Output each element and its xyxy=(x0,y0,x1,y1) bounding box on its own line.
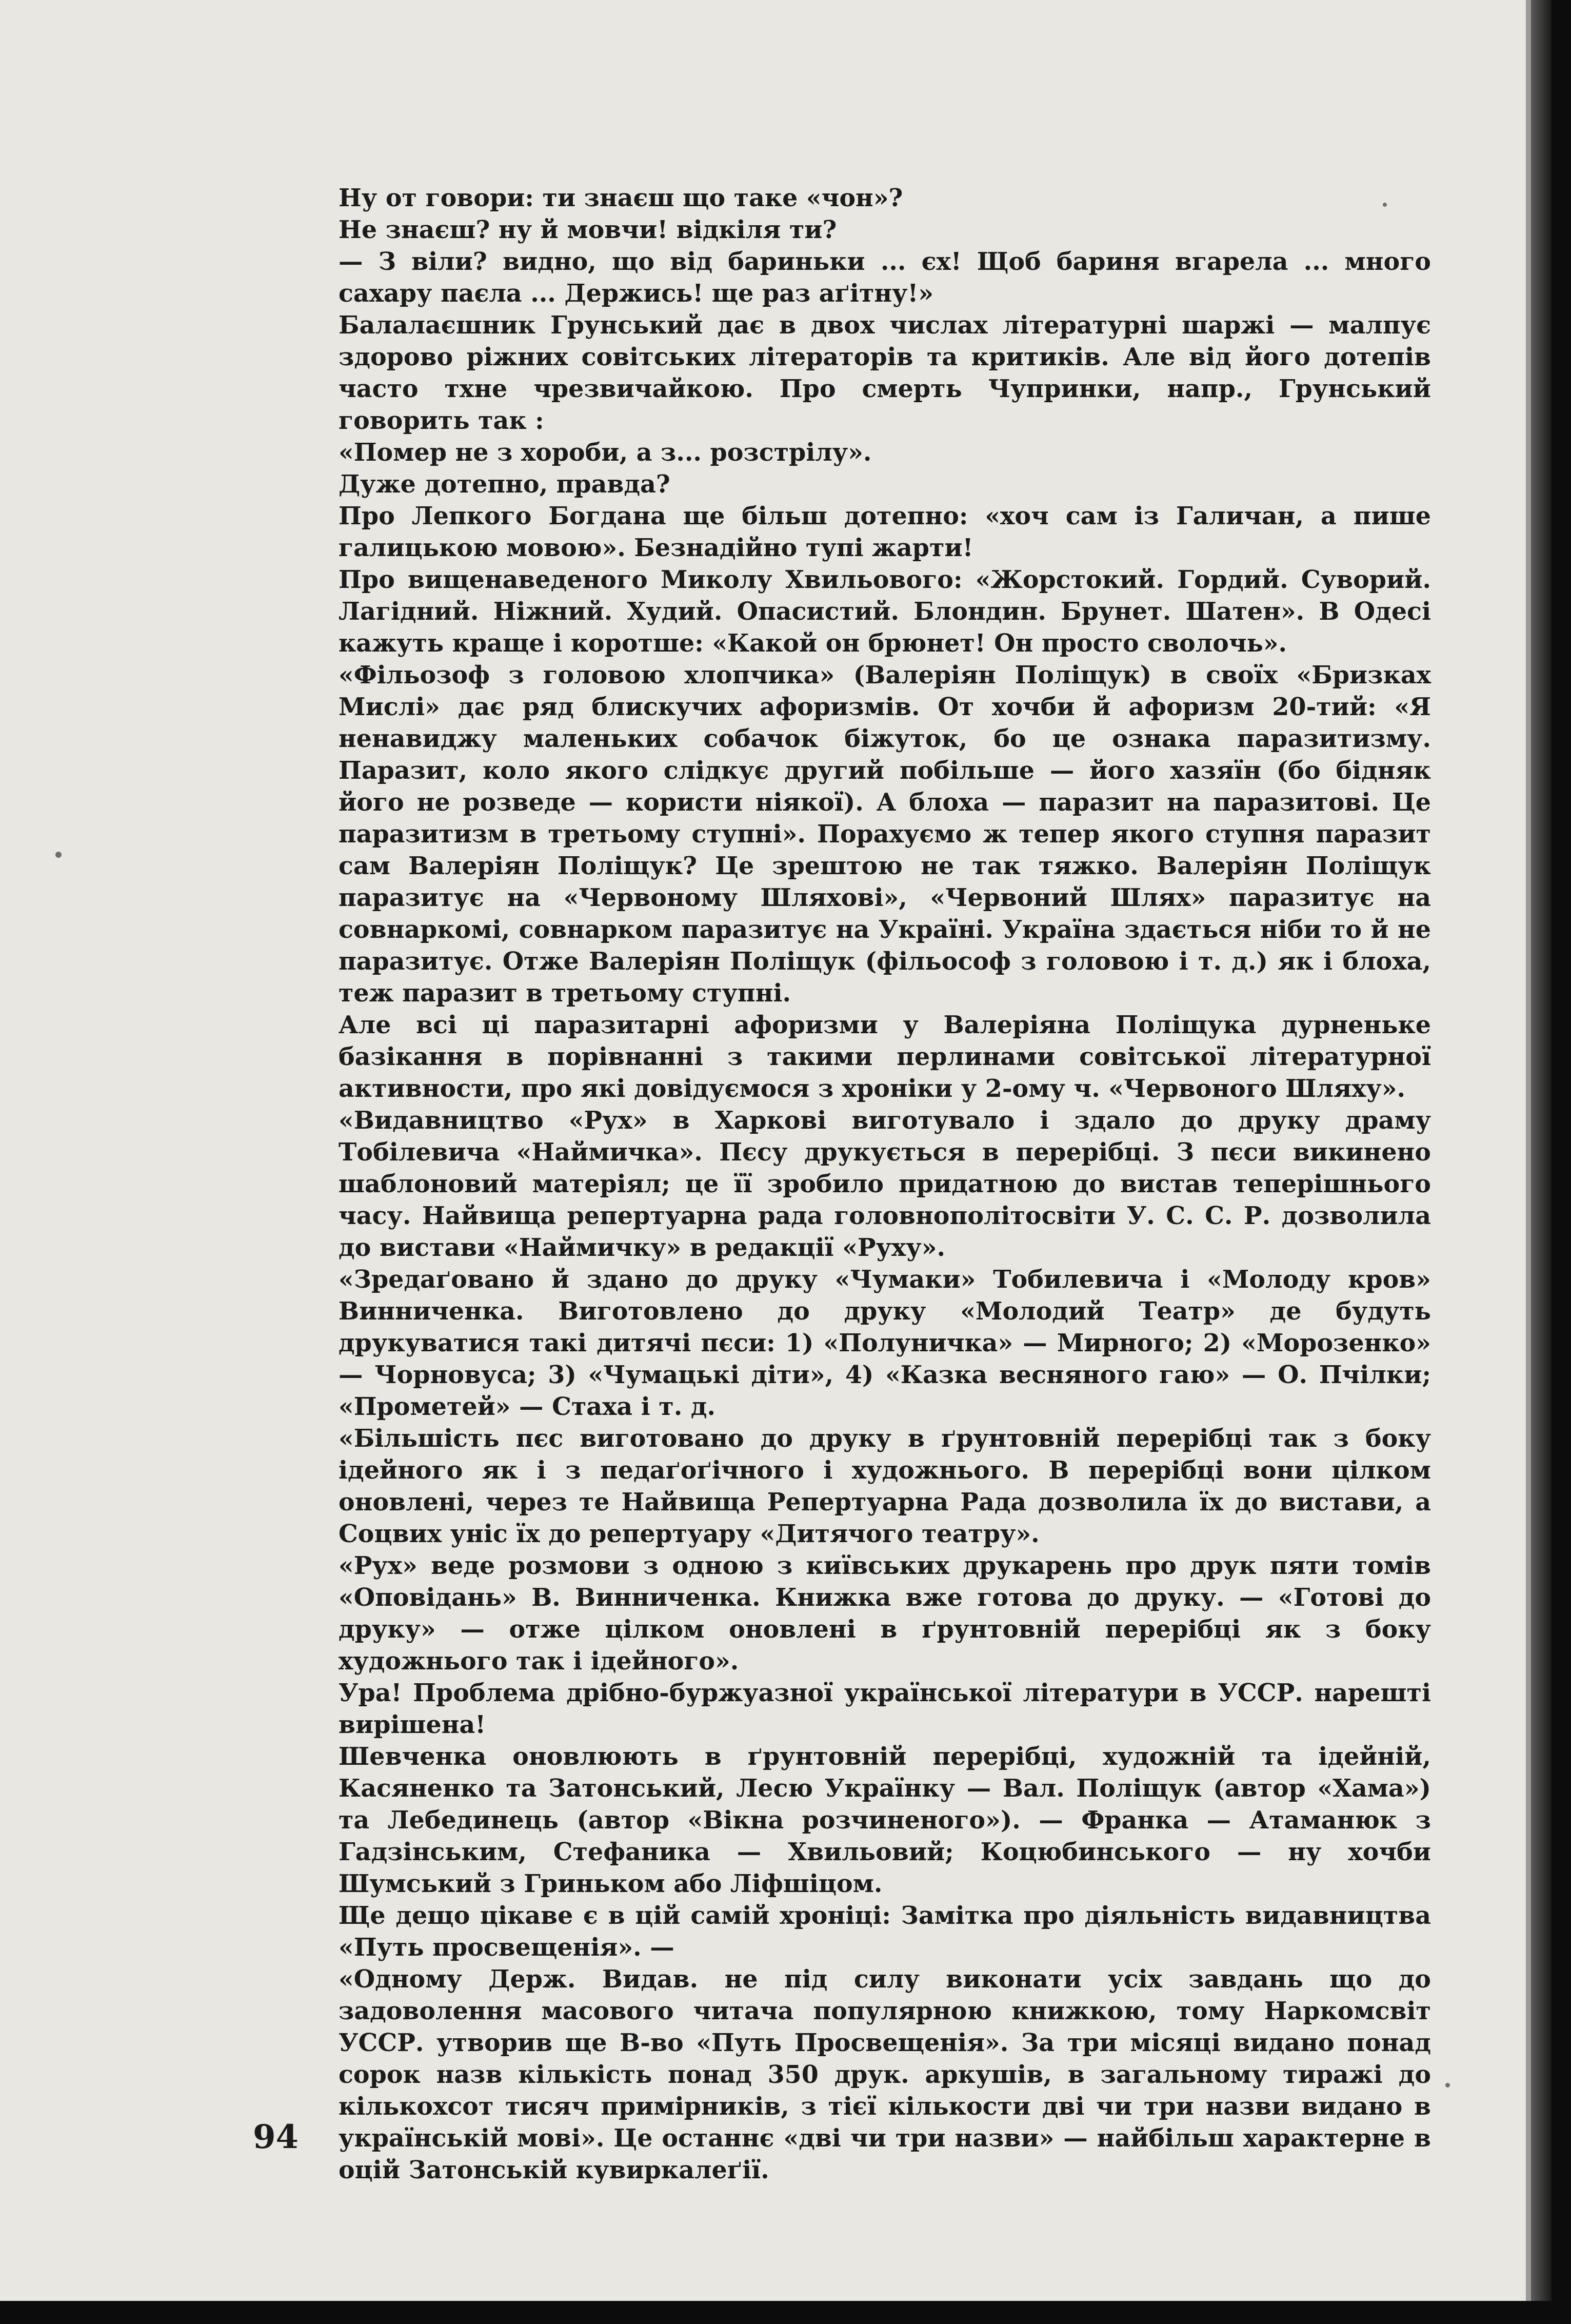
paragraph: Про Лепкого Богдана ще більш дотепно: «хоч сам із Галичан, а пише галицькою мовою». Безнадійно тупі жарти! xyxy=(339,502,1431,562)
page-number: 94 xyxy=(253,2118,299,2156)
paragraph: «Одному Держ. Видав. не під силу виконати усіх завдань що до задоволення масового читача популярною книжкою, тому Наркомсвіт УССР. утворив ще В-во «Путь Просвещенія». За три місяці видано понад сорок назв кількість понад 350 друк. аркушів, в загальному тиражі до кількохсот тисяч примірників, з тієї кількости дві чи три назви видано в українській мові». Це останнє «дві чи три назви» — найбільш характерне в оцій Затонській кувиркалеґії. xyxy=(339,1965,1431,2184)
page-edge xyxy=(1531,0,1552,2301)
paragraph: Дуже дотепно, правда? xyxy=(339,470,670,499)
paragraph: «Помер не з хороби, а з... розстрілу». xyxy=(339,438,872,467)
paper-speck xyxy=(1445,2083,1450,2087)
paper-speck xyxy=(55,852,62,858)
paragraph: «Зредаґовано й здано до друку «Чумаки» Тобилевича і «Молоду кров» Винниченка. Виготовлено до друку «Молодий Театр» де будуть друкуватися такі дитячі пєси: 1) «Полуничка» — Мирного; 2) «Морозенко» — Чорновуса; 3) «Чумацькі діти», 4) «Казка весняного гаю» — О. Пчілки; «Прометей» — Стаха і т. д. xyxy=(339,1265,1431,1421)
paragraph: Шевченка оновлюють в ґрунтовній перерібці, художній та ідейній, Касяненко та Затонський, Лесю Українку — Вал. Поліщук (автор «Хама») та Лебединець (автор «Вікна розчиненого»). — Франка — Атаманюк з Гадзінським, Стефаника — Хвильовий; Коцюбинського — ну хочби Шумський з Гриньком або Ліфшіцом. xyxy=(339,1742,1431,1898)
paragraph: Ну от говори: ти знаєш що таке «чон»? xyxy=(339,184,903,212)
paragraph: Балалаєшник Грунський дає в двох числах літературні шаржі — малпує здорово ріжних совітських літераторів та критиків. Але від його дотепів часто тхне чрезвичайкою. Про смерть Чупринки, напр., Грунський говорить так : xyxy=(339,311,1431,435)
paragraph: «Видавництво «Рух» в Харкові виготувало і здало до друку драму Тобілевича «Наймичка». Пєсу друкується в перерібці. З пєси викинено шаблоновий матеріял; це її зробило придатною до вистав теперішнього часу. Найвища репертуарна рада головнополітосвіти У. С. С. Р. дозволила до вистави «Наймичку» в редакції «Руху». xyxy=(339,1106,1431,1262)
paragraph: Про вищенаведеного Миколу Хвильового: «Жорстокий. Гордий. Суворий. Лагідний. Ніжний. Худий. Опасистий. Блондин. Брунет. Шатен». В Одесі кажуть краще і коротше: «Какой он брюнет! Он просто сволочь». xyxy=(339,565,1431,658)
paragraph: Не знаєш? ну й мовчи! відкіля ти? xyxy=(339,215,837,244)
paragraph: — З віли? видно, що від бариньки ... єх! Щоб бариня вгарела ... много сахару паєла ... Держись! ще раз аґітну!» xyxy=(339,247,1431,308)
paragraph: Але всі ці паразитарні афоризми у Валеріяна Поліщука дурненьке базікання в порівнанні з такими перлинами совітської літературної активности, про які довідуємося з хроніки у 2-ому ч. «Червоного Шляху». xyxy=(339,1011,1431,1103)
paragraph: «Більшість пєс виготовано до друку в ґрунтовній перерібці так з боку ідейного як і з педаґоґічного і художнього. В перерібці вони цілком оновлені, через те Найвища Репертуарна Рада дозволила їх до вистави, а Соцвих уніс їх до репертуару «Дитячого театру». xyxy=(339,1424,1431,1548)
paragraph: «Рух» веде розмови з одною з київських друкарень про друк пяти томів «Оповідань» В. Винниченка. Книжка вже готова до друку. — «Готові до друку» — отже цілком оновлені в ґрунтовній перерібці як з боку художнього так і ідейного». xyxy=(339,1551,1431,1676)
body-text xyxy=(339,182,1431,2186)
paragraph: Ура! Проблема дрібно-буржуазної української літератури в УССР. нарешті вирішена! xyxy=(339,1679,1431,1739)
paragraph: Ще дещо цікаве є в цій самій хроніці: Замітка про діяльність видавництва «Путь просвещенія». — xyxy=(339,1901,1431,1962)
paper-speck xyxy=(1383,203,1387,207)
paragraph: «Фільозоф з головою хлопчика» (Валеріян Поліщук) в своїх «Бризках Мислі» дає ряд блискучих афоризмів. От хочби й афоризм 20-тий: «Я ненавиджу маленьких собачок біжуток, бо це ознака паразитизму. Паразит, коло якого слідкує другий побільше — його хазяїн (бо бідняк його не розведе — користи ніякої). А блоха — паразит на паразитові. Це паразитизм в третьому ступні». Порахуємо ж тепер якого ступня паразит сам Валеріян Поліщук? Це зрештою не так тяжко. Валеріян Поліщук паразитує на «Червоному Шляхові», «Червоний Шлях» паразитує на совнаркомі, совнарком паразитує на Україні. Україна здається ніби то й не паразитує. Отже Валеріян Поліщук (фільософ з головою і т. д.) як і блоха, теж паразит в третьому ступні. xyxy=(339,661,1431,1008)
